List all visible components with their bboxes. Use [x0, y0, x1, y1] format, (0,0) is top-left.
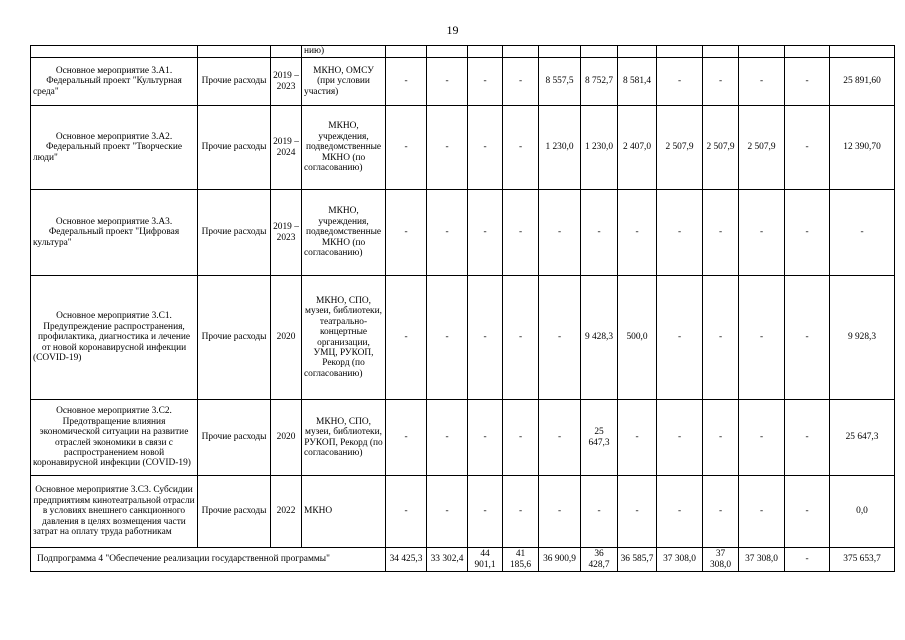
cell-year-value: - — [539, 190, 581, 276]
cell-year-value: - — [618, 400, 657, 476]
cell-year-value: 34 425,3 — [386, 548, 427, 572]
cell-year-value: 9 428,3 — [581, 276, 618, 400]
cell-year-value: - — [703, 476, 739, 548]
cell-year-value: - — [657, 190, 703, 276]
table-row — [31, 400, 895, 476]
cell-year-value: - — [503, 58, 539, 106]
cell-period: 2022 — [271, 476, 302, 548]
cell-year-value: - — [703, 276, 739, 400]
cell-funding-source: Прочие расходы — [198, 276, 271, 400]
cell-empty — [271, 46, 302, 58]
cell-year-value: - — [386, 276, 427, 400]
cell-year-value: - — [581, 476, 618, 548]
cell-year-value: 1 230,0 — [539, 106, 581, 190]
cell-year-value: - — [703, 190, 739, 276]
table-row — [31, 106, 895, 190]
cell-funding-source: Прочие расходы — [198, 58, 271, 106]
cell-year-value: 500,0 — [618, 276, 657, 400]
page-number: 19 — [446, 23, 459, 37]
budget-table — [30, 45, 895, 572]
cell-year-value: - — [468, 106, 503, 190]
cell-executor: МКНО — [302, 476, 386, 548]
cell-year-value: - — [739, 276, 785, 400]
cell-total: 0,0 — [830, 476, 895, 548]
cell-year-value: 37 308,0 — [657, 548, 703, 572]
cell-year-value: - — [785, 400, 830, 476]
cell-year-value: - — [657, 276, 703, 400]
cell-executor: МКНО, СПО, музеи, библиотеки, РУКОП, Рекорд (по согласованию) — [302, 400, 386, 476]
cell-year-value: - — [503, 106, 539, 190]
cell-total: 25 891,60 — [830, 58, 895, 106]
cell-total: 25 647,3 — [830, 400, 895, 476]
cell-empty — [31, 46, 198, 58]
cell-year-value: - — [386, 476, 427, 548]
cell-period: 2020 — [271, 276, 302, 400]
cell-year-value: 25 647,3 — [581, 400, 618, 476]
cell-subprogram-label: Подпрограмма 4 "Обеспечение реализации государственной программы" — [31, 548, 386, 572]
cell-year-value: 2 507,9 — [739, 106, 785, 190]
cell-year-value: 41 185,6 — [503, 548, 539, 572]
cell-year-value: - — [657, 400, 703, 476]
cell-year-value: - — [386, 400, 427, 476]
cell-total: 9 928,3 — [830, 276, 895, 400]
cell-period: 2019 – 2023 — [271, 58, 302, 106]
cell-year-value: - — [739, 400, 785, 476]
cell-period: 2019 – 2023 — [271, 190, 302, 276]
cell-year-value: - — [785, 276, 830, 400]
cell-funding-source: Прочие расходы — [198, 476, 271, 548]
cell-year-value: - — [539, 476, 581, 548]
subprogram-total-row — [31, 548, 895, 572]
cell-year-value: - — [503, 190, 539, 276]
cell-year-value: - — [785, 548, 830, 572]
cell-year-value: - — [468, 400, 503, 476]
cell-executor: МКНО, учреждения, подведомственные МКНО (по согласованию) — [302, 106, 386, 190]
cell-year-value: - — [503, 400, 539, 476]
cell-year-value: 1 230,0 — [581, 106, 618, 190]
cell-executor-continued: нию) — [302, 46, 386, 58]
cell-year-value: 2 507,9 — [703, 106, 739, 190]
table-row — [31, 276, 895, 400]
cell-year-value: 36 428,7 — [581, 548, 618, 572]
cell-executor: МКНО, СПО, музеи, библиотеки, театрально-концертные организации, УМЦ, РУКОП, Рекорд (по согласованию) — [302, 276, 386, 400]
cell-year-value: 8 581,4 — [618, 58, 657, 106]
cell-year-value: - — [703, 400, 739, 476]
cell-period: 2020 — [271, 400, 302, 476]
cell-activity-name: Основное мероприятие 3.А2. Федеральный проект "Творческие люди" — [31, 106, 198, 190]
cell-year-value: - — [427, 58, 468, 106]
cell-year-value: - — [785, 58, 830, 106]
cell-period: 2019 – 2024 — [271, 106, 302, 190]
cell-executor: МКНО, ОМСУ (при условии участия) — [302, 58, 386, 106]
cell-year-value: - — [386, 58, 427, 106]
cell-activity-name: Основное мероприятие 3.С2. Предотвращение влияния экономической ситуации на развитие отраслей экономики в связи с распространением новой коронавирусной инфекции (COVID-19) — [31, 400, 198, 476]
cell-total: 375 653,7 — [830, 548, 895, 572]
cell-year-value: - — [386, 106, 427, 190]
cell-year-value: - — [427, 400, 468, 476]
cell-funding-source: Прочие расходы — [198, 400, 271, 476]
cell-activity-name: Основное мероприятие 3.А3. Федеральный проект "Цифровая культура" — [31, 190, 198, 276]
table-row — [31, 190, 895, 276]
cell-funding-source: Прочие расходы — [198, 190, 271, 276]
cell-year-value: - — [657, 476, 703, 548]
cell-year-value: - — [468, 276, 503, 400]
cell-year-value: - — [618, 476, 657, 548]
cell-year-value: 36 585,7 — [618, 548, 657, 572]
cell-year-value: - — [468, 58, 503, 106]
cell-year-value: - — [468, 190, 503, 276]
cell-year-value: - — [503, 476, 539, 548]
cell-year-value: - — [427, 190, 468, 276]
cell-year-value: - — [703, 58, 739, 106]
cell-year-value: 44 901,1 — [468, 548, 503, 572]
cell-year-value: 36 900,9 — [539, 548, 581, 572]
cell-year-value: 8 752,7 — [581, 58, 618, 106]
cell-year-value: 33 302,4 — [427, 548, 468, 572]
cell-total: - — [830, 190, 895, 276]
cell-year-value: - — [739, 58, 785, 106]
cell-executor: МКНО, учреждения, подведомственные МКНО (по согласованию) — [302, 190, 386, 276]
cell-year-value: - — [739, 476, 785, 548]
cell-total: 12 390,70 — [830, 106, 895, 190]
cell-year-value: - — [427, 106, 468, 190]
cell-year-value: - — [503, 276, 539, 400]
cell-year-value: - — [539, 276, 581, 400]
cell-year-value: - — [657, 58, 703, 106]
cell-year-value: 2 407,0 — [618, 106, 657, 190]
cell-year-value: 37 308,0 — [703, 548, 739, 572]
cell-year-value: - — [785, 106, 830, 190]
cell-year-value: - — [427, 476, 468, 548]
cell-year-value: - — [785, 476, 830, 548]
table-row — [31, 476, 895, 548]
cell-year-value: - — [468, 476, 503, 548]
cell-year-value: - — [618, 190, 657, 276]
cell-activity-name: Основное мероприятие 3.А1. Федеральный проект "Культурная среда" — [31, 58, 198, 106]
cell-year-value: - — [581, 190, 618, 276]
cell-empty — [198, 46, 271, 58]
cell-year-value: - — [539, 400, 581, 476]
cell-activity-name: Основное мероприятие 3.С3. Субсидии предприятиям кинотеатральной отрасли в условиях внешнего санкционного давления в целях возмещения части затрат на оплату труда работникам — [31, 476, 198, 548]
cell-year-value: - — [427, 276, 468, 400]
cell-year-value: - — [785, 190, 830, 276]
cell-year-value: 2 507,9 — [657, 106, 703, 190]
cell-year-value: 8 557,5 — [539, 58, 581, 106]
cell-year-value: - — [739, 190, 785, 276]
cell-year-value: 37 308,0 — [739, 548, 785, 572]
continuation-row — [31, 46, 895, 58]
cell-activity-name: Основное мероприятие 3.С1. Предупреждение распространения, профилактика, диагностика и лечение от новой коронавирусной инфекции (COVID-19) — [31, 276, 198, 400]
table-row — [31, 58, 895, 106]
cell-year-value: - — [386, 190, 427, 276]
cell-funding-source: Прочие расходы — [198, 106, 271, 190]
